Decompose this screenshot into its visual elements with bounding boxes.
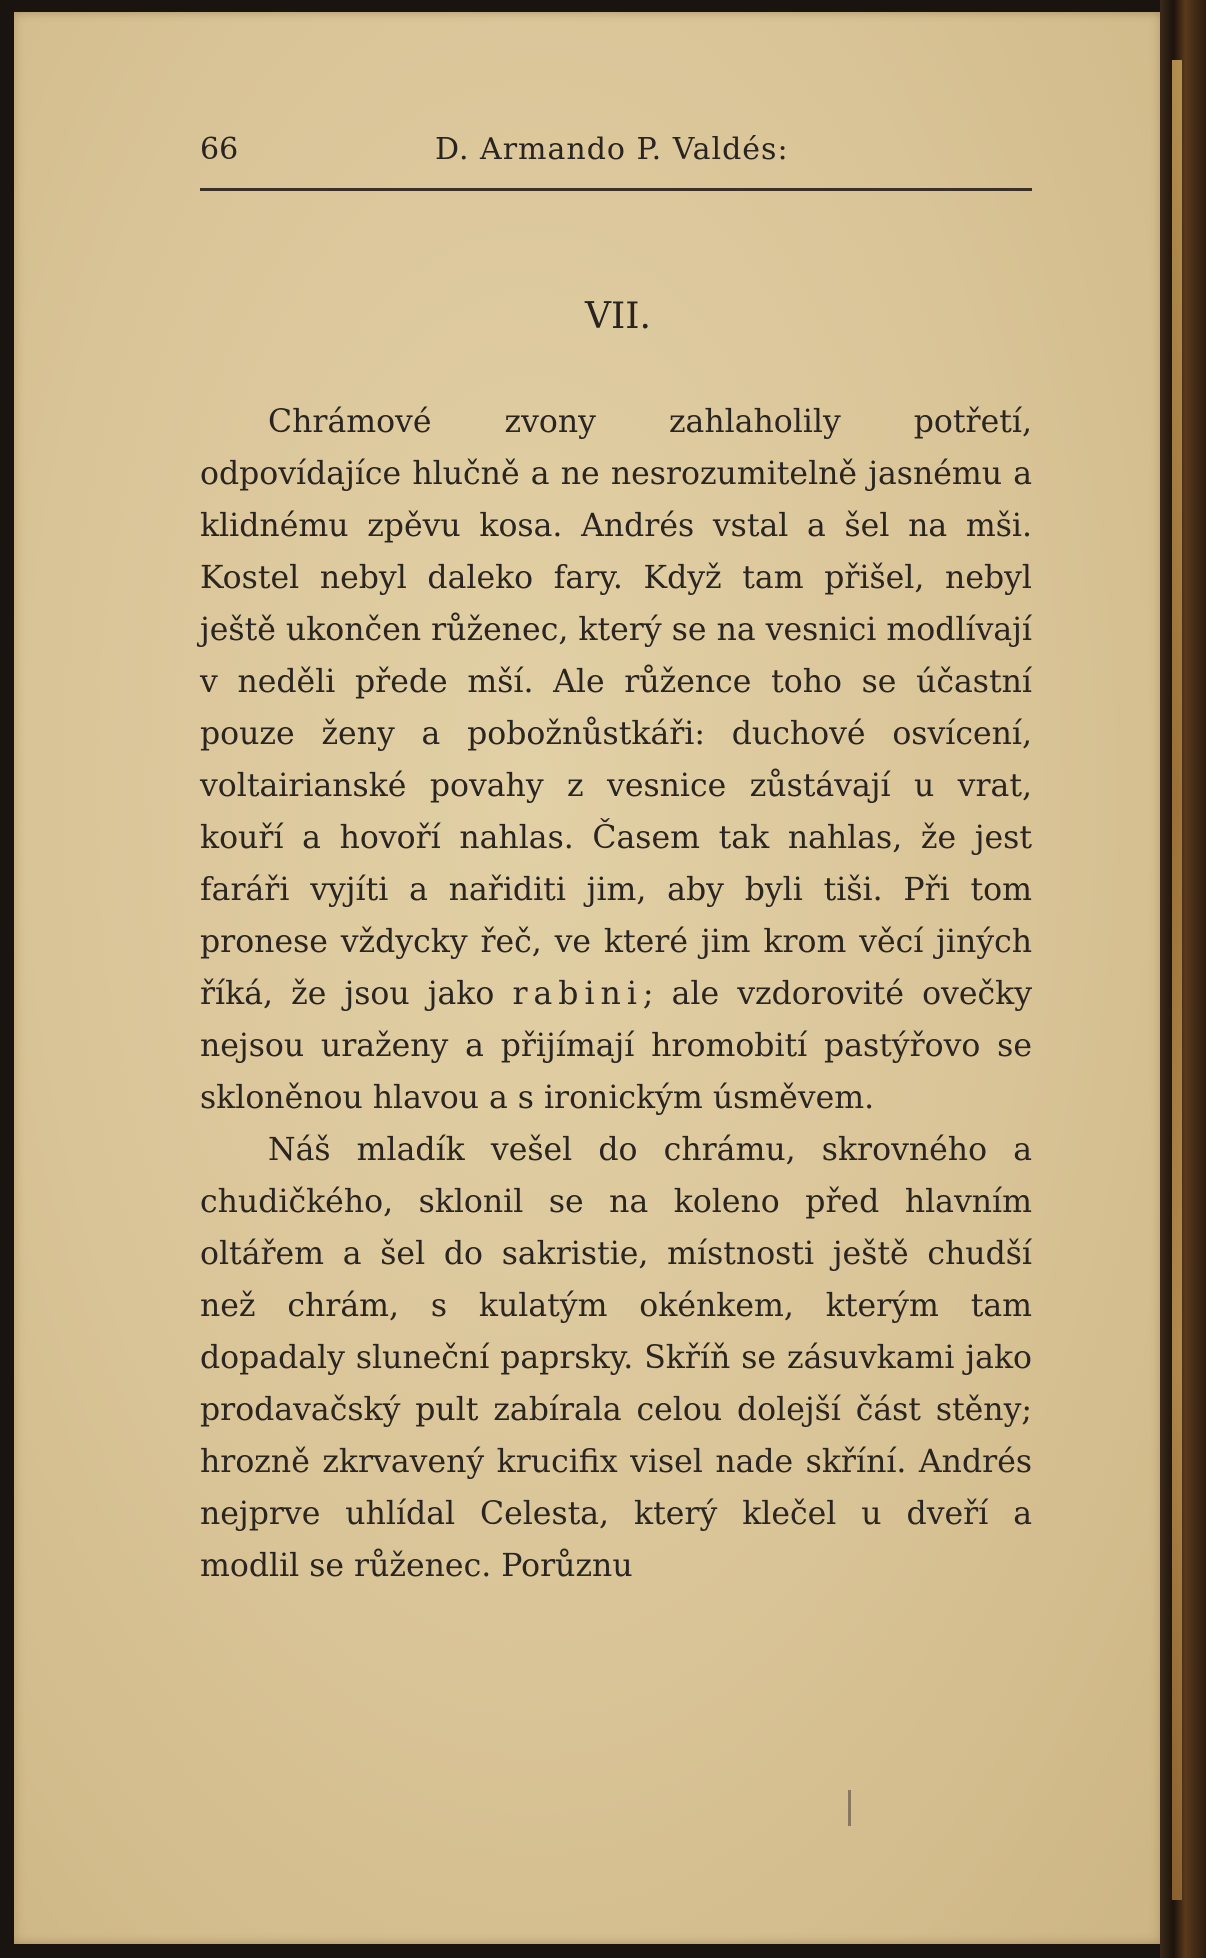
ink-smudge (848, 1790, 851, 1826)
page-header (200, 132, 1032, 178)
paragraph-2: Náš mladík vešel do chrámu, skrovného a chudičkého, sklonil se na koleno před hlavním oltářem a šel do sakristie, místnosti ještě chudší než chrám, s kulatým okénkem, kterým tam dopadaly sluneční paprsky. Skříň se zásuvkami jako prodavačský pult zabírala celou dolejší část stěny; hrozně zkrvavený krucifix visel nade skříní. Andrés nejprve uhlídal Celesta, který klečel u dveří a modlil se růženec. Porůznu (200, 1132, 1032, 1584)
running-head: D. Armando P. Valdés: (435, 132, 789, 167)
chapter-title: VII. (585, 296, 651, 337)
emphasized-word: rabini (512, 976, 643, 1012)
body-text (200, 396, 1032, 1592)
paragraph-1 (200, 396, 1032, 1124)
header-rule (200, 188, 1032, 191)
book-spine-edge (1160, 0, 1206, 1958)
paragraph-1-part-1: Chrámové zvony zahlaholily potřetí, odpovídajíce hlučně a ne nesrozumitelně jasnému a klidnému zpěvu kosa. Andrés vstal a šel na mši. Kostel nebyl daleko fary. Když tam přišel, nebyl ještě ukončen růženec, který se na vesnici modlívají v neděli přede mší. Ale růžence toho se účastní pouze ženy a pobožnůstkáři: duchové osvícení, voltairianské povahy z vesnice zůstávají u vrat, kouří a hovoří nahlas. Časem tak nahlas, že jest faráři vyjíti a nařiditi jim, aby byli tiši. Při tom pronese vždycky řeč, ve které jim krom věcí jiných říká, že jsou jako (200, 404, 1032, 1012)
page-number: 66 (200, 132, 239, 167)
paragraph-1-part-2: ; ale vzdorovité ovečky nejsou uraženy a přijímají hromobití pastýřovo se skloněnou hlavou a s ironickým úsměvem. (200, 976, 1032, 1116)
